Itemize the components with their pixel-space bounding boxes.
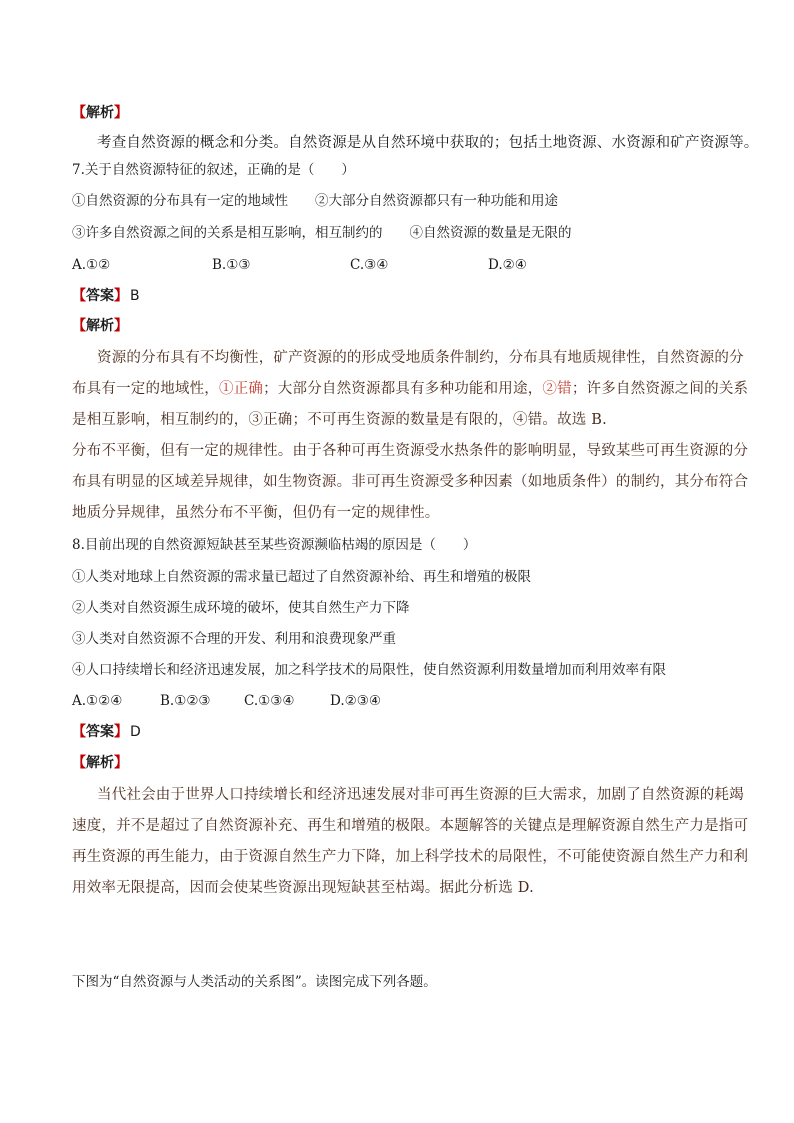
q8-choices bbox=[72, 691, 381, 711]
q8-option-2: ②人类对自然资源生成环境的破坏，使其自然生产力下降 bbox=[72, 600, 410, 616]
q8-option-1: ①人类对地球上自然资源的需求量已超过了自然资源补给、再生和增殖的极限 bbox=[72, 569, 531, 585]
q7-choice-b: B.①③ bbox=[212, 257, 251, 273]
q6-analysis-label: 【解析】 bbox=[72, 105, 128, 121]
q8-choice-a: A.①②④ bbox=[72, 693, 123, 709]
q7-choice-a: A.①② bbox=[72, 257, 111, 273]
q8-stem: 8.目前出现的自然资源短缺甚至某些资源濒临枯竭的原因是（ ） bbox=[72, 537, 477, 553]
q7-analysis-line-5: 布具有明显的区域差异规律，如生物资源。非可再生资源受多种因素（如地质条件）的制约，其分布符合 bbox=[72, 474, 749, 490]
q7-mark-2-wrong: ②错 bbox=[542, 381, 572, 397]
q7-analysis-line-6: 地质分异规律，虽然分布不平衡，但仍有一定的规律性。 bbox=[72, 505, 440, 521]
q8-option-3: ③人类对自然资源不合理的开发、利用和浪费现象严重 bbox=[72, 631, 396, 647]
q7-analysis-label: 【解析】 bbox=[72, 318, 128, 334]
q7-analysis-line-3: 是相互影响，相互制约的，③正确；不可再生资源的数量是有限的，④错。故选 B. bbox=[72, 412, 607, 428]
q8-analysis-line-4: 用效率无限提高，因而会使某些资源出现短缺甚至枯竭。据此分析选 D. bbox=[72, 880, 534, 896]
q7-option-line-2: ③许多自然资源之间的关系是相互影响，相互制约的 ④自然资源的数量是无限的 bbox=[72, 225, 572, 241]
q7-stem: 7.关于自然资源特征的叙述，正确的是（ ） bbox=[72, 162, 355, 178]
q8-analysis-line-2: 速度，并不是超过了自然资源补充、再生和增殖的极限。本题解答的关键点是理解资源自然生产力是指可 bbox=[72, 818, 749, 834]
q8-choice-b: B.①②③ bbox=[160, 693, 211, 709]
q7-mark-1-correct: ①正确 bbox=[219, 381, 264, 397]
q7-analysis-line-2: 布具有一定的地域性，①正确；大部分自然资源都具有多种功能和用途，②错；许多自然资源之间的关系 bbox=[72, 381, 749, 397]
q7-analysis-line-1: 资源的分布具有不均衡性，矿产资源的的形成受地质条件制约，分布具有地质规律性，自然资源的分 bbox=[97, 350, 744, 366]
q7-answer-value: B bbox=[130, 288, 140, 304]
q8-analysis-line-3: 再生资源的再生能力，由于资源自然生产力下降，加上科学技术的局限性，不可能使资源自然生产力和利 bbox=[72, 849, 749, 865]
q7-choices bbox=[72, 255, 527, 275]
q8-answer: 【答案】 D bbox=[72, 724, 141, 740]
q7-option-line-1: ①自然资源的分布具有一定的地域性 ②大部分自然资源都只有一种功能和用途 bbox=[72, 193, 558, 209]
next-section-intro: 下图为“自然资源与人类活动的关系图”。读图完成下列各题。 bbox=[72, 974, 437, 990]
q8-answer-value: D bbox=[130, 724, 141, 740]
q8-analysis-line-1: 当代社会由于世界人口持续增长和经济迅速发展对非可再生资源的巨大需求，加剧了自然资源的耗竭 bbox=[97, 787, 744, 803]
q7-choice-c: C.③④ bbox=[350, 257, 389, 273]
q7-answer: 【答案】 B bbox=[72, 288, 140, 304]
q8-analysis-label: 【解析】 bbox=[72, 755, 128, 771]
q8-choice-c: C.①③④ bbox=[244, 693, 295, 709]
q8-choice-d: D.②③④ bbox=[330, 693, 381, 709]
q7-choice-d: D.②④ bbox=[488, 257, 527, 273]
q8-option-4: ④人口持续增长和经济迅速发展，加之科学技术的局限性，使自然资源利用数量增加而利用效率有限 bbox=[72, 662, 666, 678]
q7-analysis-line-4: 分布不平衡，但有一定的规律性。由于各种可再生资源受水热条件的影响明显，导致某些可再生资源的分 bbox=[72, 443, 749, 459]
q6-analysis-text: 考查自然资源的概念和分类。自然资源是从自然环境中获取的；包括土地资源、水资源和矿产资源等。 bbox=[97, 135, 759, 151]
